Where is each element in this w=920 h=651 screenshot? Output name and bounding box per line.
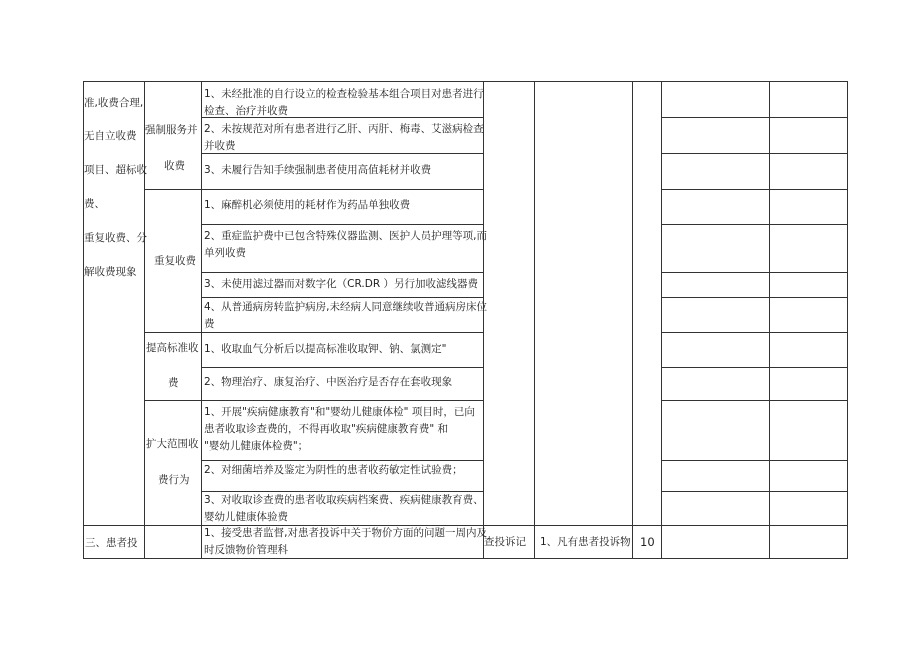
table-hline <box>661 153 848 154</box>
criteria-item-line: 2、重症监护费中已包含特殊仪器监测、医护人员护理等项,而 <box>204 230 488 242</box>
group-label: 提高标准收 <box>146 342 199 354</box>
table-hline <box>661 189 848 190</box>
table-hline <box>661 224 848 225</box>
criteria-item <box>202 404 484 455</box>
criteria-item <box>202 341 484 358</box>
criteria-item <box>202 162 484 179</box>
table-vline <box>144 81 145 559</box>
table-hline <box>201 297 484 298</box>
category-text: 项目、超标收 <box>84 164 147 176</box>
table-hline <box>201 224 484 225</box>
criteria-item <box>202 86 484 120</box>
table-hline <box>144 189 484 190</box>
table-vline <box>83 81 84 559</box>
last-row-category: 三、患者投 <box>85 537 138 549</box>
last-row-criteria: 1、凡有患者投诉物 <box>540 536 631 548</box>
table-hline <box>661 117 848 118</box>
group-label: 强制服务并 <box>145 124 198 136</box>
criteria-item <box>202 276 484 293</box>
table-hline <box>201 272 484 273</box>
last-row-item-line: 1、接受患者监督,对患者投诉中关于物价方面的问题一周内及 <box>204 527 488 539</box>
table-hline <box>661 367 848 368</box>
criteria-item-line: 1、开展"疾病健康教育"和"婴幼儿健康体检" 项目时，已向 <box>204 406 475 418</box>
criteria-item-line: 4、从普通病房转监护病房,未经病人同意继续收普通病房床位 <box>204 301 488 313</box>
table-hline <box>201 460 484 461</box>
table-vline <box>534 81 535 559</box>
criteria-item-line: 单列收费 <box>204 247 246 259</box>
category-text: 费、 <box>84 198 105 210</box>
criteria-item <box>202 374 484 391</box>
category-text: 无自立收费 <box>84 130 137 142</box>
last-row-score: 10 <box>640 535 655 549</box>
criteria-item <box>202 492 484 526</box>
category-text: 解收费现象 <box>84 266 137 278</box>
criteria-item <box>202 299 488 333</box>
criteria-item-line: 3、未使用滤过器而对数字化（CR.DR ）另行加收滤线器费 <box>204 278 478 290</box>
table-hline <box>144 400 484 401</box>
group-label: 重复收费 <box>154 255 196 267</box>
group-label: 扩大范围收 <box>146 438 199 450</box>
criteria-item-line: 费 <box>204 318 215 330</box>
criteria-item-line: 3、对收取诊查费的患者收取疾病档案费、疾病健康教育费、 <box>204 494 484 506</box>
group-label: 费 <box>168 377 179 389</box>
table-hline <box>661 460 848 461</box>
criteria-item <box>202 462 484 479</box>
criteria-item-line: 1、收取血气分析后以提高标准收取钾、钠、氯测定" <box>204 343 447 355</box>
group-label: 费行为 <box>158 474 190 486</box>
criteria-item-line: 婴幼儿健康体验费 <box>204 511 288 523</box>
table-hline <box>661 272 848 273</box>
criteria-item-line: 2、未按规范对所有患者进行乙肝、丙肝、梅毒、艾滋病检查 <box>204 123 484 135</box>
criteria-item-line: 检查、治疗并收费 <box>204 105 288 117</box>
last-row-method: 查投诉记 <box>484 536 526 548</box>
table-hline <box>661 400 848 401</box>
table-hline <box>201 367 484 368</box>
table-hline <box>661 332 848 333</box>
criteria-item-line: 并收费 <box>204 140 236 152</box>
criteria-item-line: 患者收取诊查费的，不得再收取"疾病健康教育费" 和 <box>204 423 448 435</box>
table-hline <box>661 297 848 298</box>
last-row-item <box>202 525 488 559</box>
criteria-item-line: 2、物理治疗、康复治疗、中医治疗是否存在套收现象 <box>204 376 453 388</box>
category-text: 重复收费、分 <box>84 232 147 244</box>
criteria-item-line: "婴幼儿健康体检费"； <box>204 440 309 452</box>
criteria-item-line: 1、麻醉机必须使用的耗材作为药品单独收费 <box>204 199 411 211</box>
criteria-item <box>202 197 484 214</box>
criteria-item <box>202 121 484 155</box>
criteria-item-line: 1、未经批准的自行设立的检查检验基本组合项目对患者进行 <box>204 88 484 100</box>
criteria-item <box>202 228 488 262</box>
table-hline <box>661 491 848 492</box>
criteria-item-line: 2、对细菌培养及鉴定为阴性的患者收药敏定性试验费； <box>204 464 463 476</box>
group-label: 收费 <box>164 160 185 172</box>
category-text: 准,收费合理, <box>84 97 144 109</box>
table-hline <box>83 81 848 82</box>
last-row-item-line: 时反馈物价管理科 <box>204 544 288 556</box>
table-vline <box>632 81 633 559</box>
criteria-item-line: 3、未履行告知手续强制患者使用高值耗材并收费 <box>204 164 432 176</box>
